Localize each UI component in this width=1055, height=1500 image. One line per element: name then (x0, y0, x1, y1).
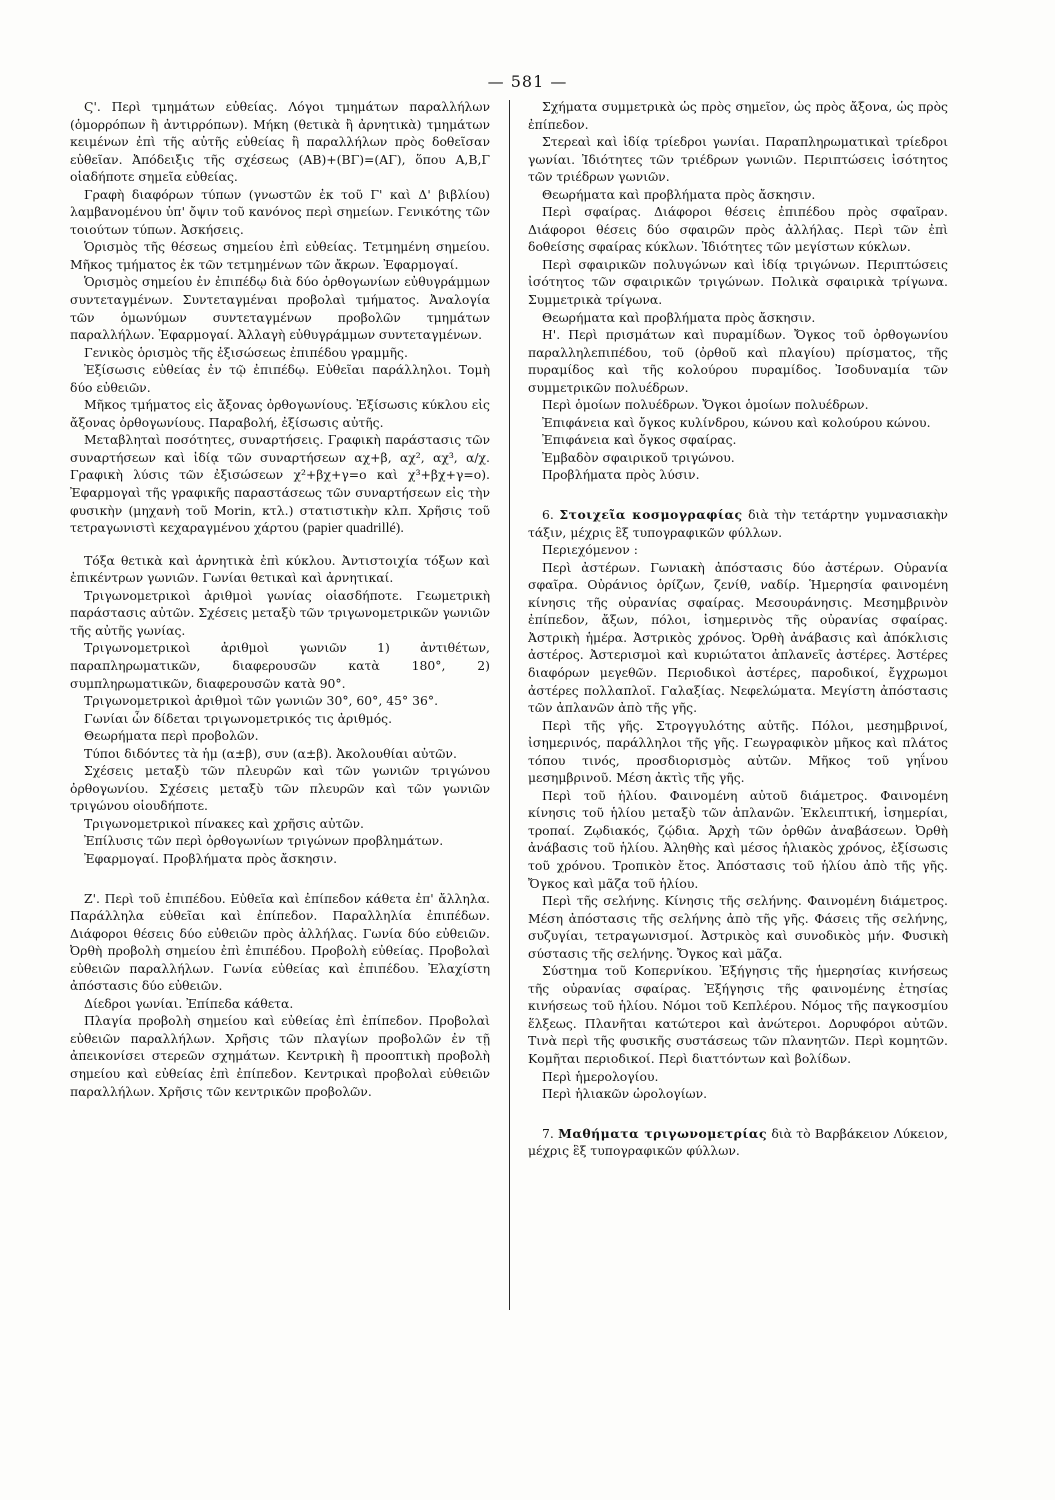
section-7-heading (528, 1125, 948, 1160)
paragraph: Προβλήματα πρὸς λύσιν. (542, 467, 700, 483)
section-6-heading (528, 506, 948, 541)
paragraph: Τριγωνομετρικοὶ ἀριθμοὶ γωνίας οἱασδήποτε. Γεωμετρικὴ παράστασις αὐτῶν. Σχέσεις μεταξὺ τῶν τριγωνομετρικῶν γωνιῶν τῆς αὐτῆς γωνίας. (70, 587, 490, 638)
latin-term: (papier quadrillé). (302, 521, 404, 537)
paragraph: Περὶ ἡλιακῶν ὡρολογίων. (542, 1086, 708, 1102)
paragraph: Πλαγία προβολὴ σημείου καὶ εὐθείας ἐπὶ ἐπίπεδον. Προβολαὶ εὐθειῶν παραλλήλων. Χρῆσις τῶν πλαγίων προβολῶν ἐν τῇ ἀπεικονίσει στερεῶν σχημάτων. Κεντρικὴ ἢ προοπτικὴ προβολὴ σημείου καὶ εὐθείας ἐπὶ ἐπίπεδον. Κεντρικαὶ προβολαὶ εὐθειῶν παραλλήλων. Χρῆσις τῶν κεντρικῶν προβολῶν. (70, 1013, 490, 1099)
paragraph: Τύποι διδόντες τὰ ἡμ (α±β), συν (α±β). Ἀκολουθίαι αὐτῶν. (84, 745, 457, 761)
paragraph: Σύστημα τοῦ Κοπερνίκου. Ἐξήγησις τῆς ἡμερησίας κινήσεως τῆς οὐρανίας σφαίρας. Ἐξήγησις τῆς φαινομένης ἐτησίας κινήσεως τοῦ ἡλίου. Νόμοι τοῦ Κεπλέρου. Νόμος τῆς παγκοσμίου ἕλξεως. Πλανῆται κατώτεροι καὶ ἀνώτεροι. Δορυφόροι αὐτῶν. Τινὰ περὶ τῆς φυσικῆς συστάσεως τῶν πλανητῶν. Περὶ κομητῶν. Κομῆται περιοδικοί. Περὶ διαττόντων καὶ βολίδων. (528, 963, 948, 1066)
paragraph: Γωνίαι ὧν δίδεται τριγωνομετρικός τις ἀριθμός. (84, 710, 393, 726)
paragraph: Η'. Περὶ πρισμάτων καὶ πυραμίδων. Ὄγκος τοῦ ὀρθογωνίου παραλληλεπιπέδου, τοῦ (ὀρθοῦ καὶ πλαγίου) πρίσματος, τῆς πυραμίδος καὶ τῆς κολούρου πυραμίδος. Ἰσοδυναμία τῶν συμμετρικῶν πολυέδρων. (528, 327, 948, 395)
paragraph: Ἐπιφάνεια καὶ ὄγκος σφαίρας. (542, 432, 737, 448)
paragraph: Περὶ τοῦ ἡλίου. Φαινομένη αὐτοῦ διάμετρος. Φαινομένη κίνησις τοῦ ἡλίου μεταξὺ τῶν ἀπλανῶν. Ἐκλειπτική, ἰσημερίαι, τροπαί. Ζῳδιακός, ζῴδια. Ἀρχὴ τῶν ὀρθῶν ἀναβάσεων. Ὀρθὴ ἀνάβασις τοῦ ἡλίου. Ἀληθὴς καὶ μέσος ἡλιακὸς χρόνος, ἐξίσωσις τοῦ χρόνου. Τροπικὸν ἔτος. Ἀπόστασις τοῦ ἡλίου ἀπὸ τῆς γῆς. Ὄγκος καὶ μᾶζα τοῦ ἡλίου. (528, 787, 948, 891)
section-5-intro: Ϛ'. Περὶ τμημάτων εὐθείας. Λόγοι τμημάτων παραλλήλων (ὁμορρόπων ἢ ἀντιρρόπων). Μήκη (θετικὰ ἢ ἀρνητικὰ) τμημάτων κειμένων ἐπὶ τῆς αὐτῆς εὐθείας ἢ παραλλήλων πρὸς δοθεῖσαν εὐθεῖαν. Ἀπόδειξις τῆς σχέσεως (ΑΒ)+(ΒΓ)=(ΑΓ), ὅπου Α,Β,Γ οἱαδήποτε σημεῖα εὐθείας. (70, 99, 490, 185)
section-subtitle: διὰ τὸ Βαρβάκειον Λύκειον, μέχρις ἓξ τυπογραφικῶν φύλλων. (528, 1125, 948, 1159)
paragraph: Ἐπιφάνεια καὶ ὄγκος κυλίνδρου, κώνου καὶ κολούρου κώνου. (542, 414, 931, 430)
paragraph: Θεωρήματα καὶ προβλήματα πρὸς ἄσκησιν. (542, 186, 816, 202)
paragraph: Περὶ ἀστέρων. Γωνιακὴ ἀπόστασις δύο ἀστέρων. Οὐρανία σφαῖρα. Οὐράνιος ὁρίζων, ζενίθ, ναδίρ. Ἡμερησία φαινομένη κίνησις τῆς οὐρανίας σφαίρας. Μεσουράνησις. Μεσημβρινὸν ἐπίπεδον, ἄξων, πόλοι, ἰσημερινὸς τῆς οὐρανίας σφαίρας. Ἀστρικὴ ἡμέρα. Ἀστρικὸς χρόνος. Ὀρθὴ ἀνάβασις καὶ ἀπόκλισις ἀστέρος. Ἀστερισμοὶ καὶ κυριώτατοι ἀπλανεῖς ἀστέρες. Ἀστέρες διαφόρων μεγεθῶν. Περιοδικοὶ ἀστέρες, παροδικοί, ἔγχρωμοι ἀστέρες πολλαπλοῖ. Γαλαξίας. Νεφελώματα. Μεγίστη ἀπόστασις τῶν ἀπλανῶν ἀπὸ τῆς γῆς. (528, 559, 948, 716)
paragraph: Περὶ τῆς σελήνης. Κίνησις τῆς σελήνης. Φαινομένη διάμετρος. Μέση ἀπόστασις τῆς σελήνης ἀπὸ τῆς γῆς. Φάσεις τῆς σελήνης, συζυγίαι, τετραγωνισμοί. Ἀστρικὸς καὶ συνοδικὸς μήν. Φυσικὴ σύστασις τῆς σελήνης. Ὄγκος καὶ μᾶζα. (528, 893, 948, 961)
contents-label: Περιεχόμενον : (542, 542, 638, 558)
paragraph: Σχέσεις μεταξὺ τῶν πλευρῶν καὶ τῶν γωνιῶν τριγώνου ὀρθογωνίου. Σχέσεις μεταξὺ τῶν πλευρῶν καὶ τῶν γωνιῶν τριγώνου οἱουδήποτε. (70, 763, 490, 814)
section-title: Στοιχεῖα κοσμογραφίας (559, 507, 743, 523)
paragraph: Ἐφαρμογαί. Προβλήματα πρὸς ἄσκησιν. (84, 850, 338, 866)
paragraph: Ἐπίλυσις τῶν περὶ ὀρθογωνίων τριγώνων προβλημάτων. (84, 833, 444, 849)
paragraph: Τριγωνομετρικοὶ ἀριθμοὶ τῶν γωνιῶν 30°, 60°, 45° 36°. (84, 693, 439, 709)
paragraph: Μῆκος τμήματος εἰς ἄξονας ὀρθογωνίους. Ἐξίσωσις κύκλου εἰς ἄξονας ὀρθογωνίους. Παραβολή, ἐξίσωσις αὐτῆς. (70, 397, 490, 430)
section-number: 7. (542, 1125, 554, 1141)
section-title: Μαθήματα τριγωνομετρίας (558, 1125, 767, 1141)
paragraph: Θεωρήματα καὶ προβλήματα πρὸς ἄσκησιν. (542, 309, 816, 325)
paragraph: Δίεδροι γωνίαι. Ἐπίπεδα κάθετα. (84, 995, 294, 1011)
paragraph: Ἐξίσωσις εὐθείας ἐν τῷ ἐπιπέδῳ. Εὐθεῖαι παράλληλοι. Τομὴ δύο εὐθειῶν. (70, 362, 490, 395)
paragraph: Στερεαὶ καὶ ἰδίᾳ τρίεδροι γωνίαι. Παραπληρωματικαὶ τρίεδροι γωνίαι. Ἰδιότητες τῶν τριέδρων γωνιῶν. Περιπτώσεις ἰσότητος τῶν τριέδρων γωνιῶν. (528, 134, 948, 185)
paragraph: Γενικὸς ὁρισμὸς τῆς ἐξισώσεως ἐπιπέδου γραμμῆς. (84, 344, 408, 360)
page-number: — 581 — (487, 72, 568, 91)
paragraph: Τριγωνομετρικοὶ πίνακες καὶ χρῆσις αὐτῶν. (84, 815, 364, 831)
paragraph: Ὁρισμὸς τῆς θέσεως σημείου ἐπὶ εὐθείας. Τετμημένη σημείου. Μῆκος τμήματος ἐκ τῶν τετμημένων τῶν ἄκρων. Ἐφαρμογαί. (70, 239, 490, 272)
paragraph: Περὶ ὁμοίων πολυέδρων. Ὄγκοι ὁμοίων πολυέδρων. (542, 397, 869, 413)
left-column (70, 98, 490, 1100)
section-number: 6. (542, 507, 554, 523)
paragraph: Περὶ σφαίρας. Διάφοροι θέσεις ἐπιπέδου πρὸς σφαῖραν. Διάφοροι θέσεις δύο σφαιρῶν πρὸς ἀλλήλας. Περὶ τῶν ἐπὶ δοθείσης σφαίρας κύκλων. Ἰδιότητες τῶν μεγίστων κύκλων. (528, 204, 948, 255)
paragraph: Ἐμβαδὸν σφαιρικοῦ τριγώνου. (542, 449, 735, 465)
paragraph: Περὶ ἡμερολογίου. (542, 1068, 659, 1084)
functions-text: Μεταβληταὶ ποσότητες, συναρτήσεις. Γραφικὴ παράστασις τῶν συναρτήσεων καὶ ἰδίᾳ τῶν συναρτήσεων αχ+β, αχ², αχ³, α/χ. Γραφικὴ λύσις τῶν ἐξισώσεων χ²+βχ+γ=ο καὶ χ³+βχ+γ=ο). Ἐφαρμογαὶ τῆς γραφικῆς παραστάσεως τῶν συναρτήσεων εἰς τὴν φυσικὴν (μηχανὴ τοῦ Morin, κτλ.) στατιστικὴν κλπ. Χρῆσις τοῦ τετραγωνιστὶ κεχαραγμένου χάρτου (70, 432, 490, 536)
section-subtitle: διὰ τὴν τετάρτην γυμνασιακὴν τάξιν, μέχρις ἓξ τυπογραφικῶν φύλλων. (528, 507, 948, 540)
paragraph: Σχήματα συμμετρικὰ ὡς πρὸς σημεῖον, ὡς πρὸς ἄξονα, ὡς πρὸς ἐπίπεδον. (528, 99, 948, 132)
column-divider (509, 100, 510, 1310)
right-column (528, 98, 948, 1160)
section-7-intro: Ζ'. Περὶ τοῦ ἐπιπέδου. Εὐθεῖα καὶ ἐπίπεδον κάθετα ἐπ' ἄλληλα. Παράλληλα εὐθεῖαι καὶ ἐπίπεδον. Παραλληλία ἐπιπέδων. Διάφοροι θέσεις δύο εὐθειῶν πρὸς ἀλλήλας. Γωνία δύο εὐθειῶν. Ὀρθὴ προβολὴ σημείου ἐπὶ ἐπιπέδου. Προβολὴ εὐθείας. Προβολαὶ εὐθειῶν παραλλήλων. Γωνία εὐθείας καὶ ἐπιπέδου. Ἐλαχίστη ἀπόστασις δύο εὐθειῶν. (70, 890, 490, 994)
paragraph: Ὁρισμὸς σημείου ἐν ἐπιπέδῳ διὰ δύο ὀρθογωνίων εὐθυγράμμων συντεταγμένων. Συντεταγμέναι προβολαὶ τμήματος. Ἀναλογία τῶν ὁμωνύμων συντεταγμένων προβολῶν τμημάτων παραλλήλων. Ἐφαρμογαί. Ἀλλαγὴ εὐθυγράμμων συντεταγμένων. (70, 274, 490, 343)
paragraph: Περὶ τῆς γῆς. Στρογγυλότης αὐτῆς. Πόλοι, μεσημβρινοί, ἰσημερινός, παράλληλοι τῆς γῆς. Γεωγραφικὸν μῆκος καὶ πλάτος τόπου τινός, προσδιορισμὸς αὐτῶν. Μῆκος τοῦ γηΐνου μεσημβρινοῦ. Μέση ἀκτὶς τῆς γῆς. (528, 717, 948, 786)
paragraph: Τριγωνομετρικοὶ ἀριθμοὶ γωνιῶν 1) ἀντιθέτων, παραπληρωματικῶν, διαφερουσῶν κατὰ 180°, 2) συμπληρωματικῶν, διαφερουσῶν κατὰ 90°. (70, 640, 490, 691)
paragraph: Θεωρήματα περὶ προβολῶν. (84, 728, 259, 744)
paragraph (70, 431, 490, 537)
paragraph: Τόξα θετικὰ καὶ ἀρνητικὰ ἐπὶ κύκλου. Ἀντιστοιχία τόξων καὶ ἐπικέντρων γωνιῶν. Γωνίαι θετικαὶ καὶ ἀρνητικαί. (70, 552, 490, 586)
paragraph: Περὶ σφαιρικῶν πολυγώνων καὶ ἰδίᾳ τριγώνων. Περιπτώσεις ἰσότητος τῶν σφαιρικῶν τριγώνων. Πολικὰ σφαιρικὰ τρίγωνα. Συμμετρικὰ τρίγωνα. (528, 256, 948, 308)
paragraph: Γραφὴ διαφόρων τύπων (γνωστῶν ἐκ τοῦ Γ' καὶ Δ' βιβλίου) λαμβανομένου ὑπ' ὄψιν τοῦ κανόνος περὶ σημείων. Γενικότης τῶν τοιούτων τύπων. Ἀσκήσεις. (70, 186, 490, 237)
